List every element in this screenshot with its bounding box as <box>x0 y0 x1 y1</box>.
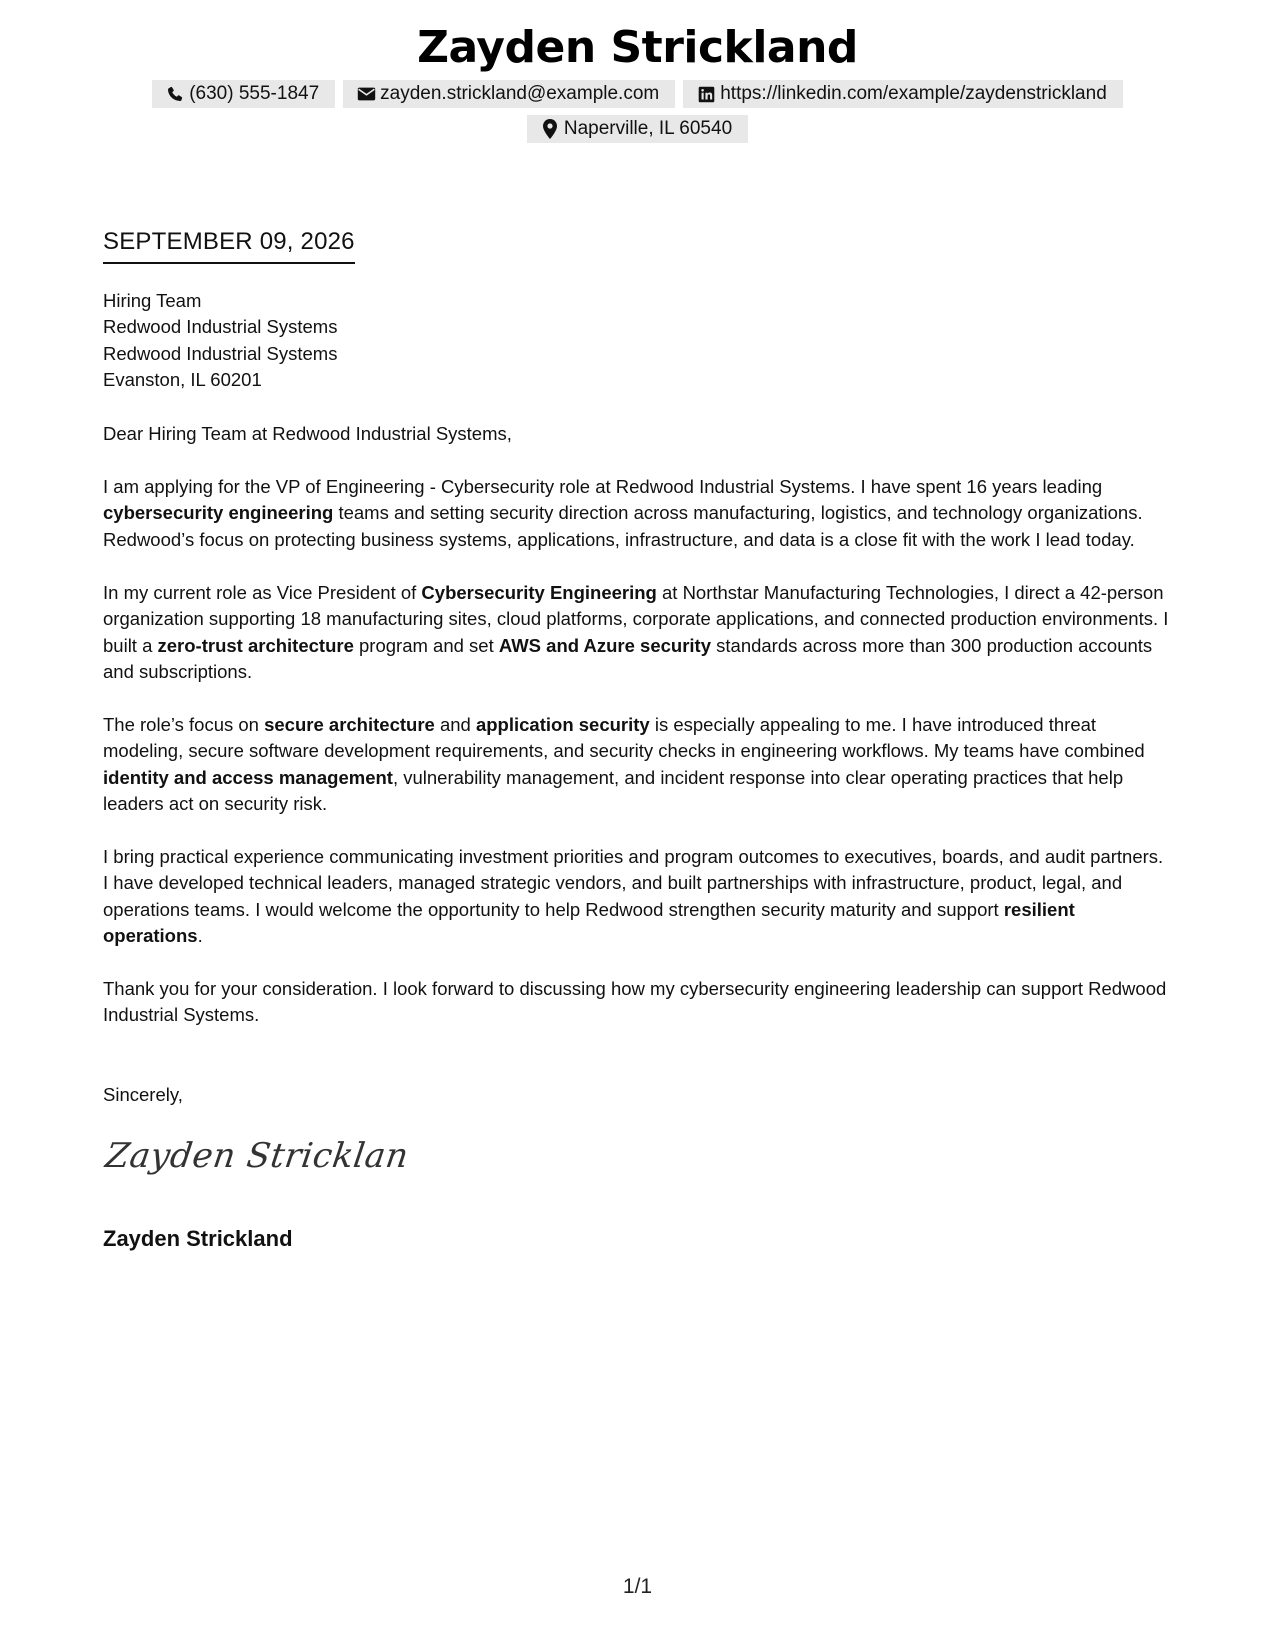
recipient-line: Redwood Industrial Systems <box>103 316 338 338</box>
body-paragraph-3 <box>103 712 1173 818</box>
recipient-address <box>103 288 1173 394</box>
emphasis-text: AWS and Azure security <box>498 634 711 656</box>
emphasis-text: secure architecture <box>264 714 435 735</box>
paragraph-text: I am applying for the VP of Engineering - Cybersecurity role at Redwood Industrial Systems. I have spent 16 years leading <box>103 476 1103 497</box>
linkedin-contact[interactable] <box>683 80 1123 108</box>
letter-date: SEPTEMBER 09, 2026 <box>103 228 355 264</box>
linkedin-icon <box>696 84 716 104</box>
email-contact[interactable] <box>343 80 675 108</box>
body-paragraph-2 <box>103 580 1173 686</box>
paragraph-text: at Northstar Manufacturing Technologies, I direct a 42-person organization supporting 18 manufacturing sites, cloud platforms, corporate applications, and connected production environments. I built a <box>103 582 1169 656</box>
emphasis-text: zero-trust architecture <box>157 634 354 656</box>
emphasis-text: Cybersecurity Engineering <box>421 582 657 603</box>
emphasis-text: cybersecurity engineering <box>103 502 334 524</box>
envelope-icon <box>356 84 376 104</box>
recipient-line: Hiring Team <box>103 290 202 311</box>
email-link[interactable]: zayden.strickland@example.com <box>380 83 660 104</box>
paragraph-text: , vulnerability management, and incident response into clear operating practices that help leaders act on security risk. <box>103 766 1124 815</box>
location-text: Naperville, IL 60540 <box>563 118 733 139</box>
body-paragraph-4 <box>103 844 1173 950</box>
paragraph-text: program and set <box>353 634 499 656</box>
paragraph-text: is especially appealing to me. I have introduced threat modeling, secure software development requirements, and security checks in engineering workflows. My teams have combined <box>103 714 1145 762</box>
paragraph-text: standards across more than 300 production accounts and subscriptions. <box>103 634 1153 683</box>
signer-name: Zayden Strickland <box>103 1226 293 1251</box>
emphasis-text: identity and access management <box>103 766 393 788</box>
paragraph-text: teams and setting security direction across manufacturing, logistics, and technology organizations. Redwood’s focus on protecting business systems, applications, infrastructure, and data is a close fit with the work I lead today. <box>103 502 1143 550</box>
closing-line: Sincerely, <box>103 1084 183 1105</box>
paragraph-text: and <box>434 714 476 735</box>
paragraph-text: I bring practical experience communicating investment priorities and program outcomes to executives, boards, and audit partners. I have developed technical leaders, managed strategic vendors, and built partnerships with infrastructure, product, legal, and operations teams. I would welcome the opportunity to help Redwood strengthen security maturity and support <box>103 846 1164 920</box>
phone-text: (630) 555-1847 <box>189 83 320 104</box>
contact-row-secondary <box>0 115 1275 143</box>
page-number: 1/1 <box>622 1575 653 1598</box>
applicant-name-heading: Zayden Strickland <box>417 22 858 73</box>
recipient-line: Redwood Industrial Systems <box>103 342 338 364</box>
linkedin-link[interactable]: https://linkedin.com/example/zaydenstrickland <box>720 83 1107 104</box>
map-marker-icon <box>540 119 560 139</box>
phone-contact <box>152 80 335 108</box>
paragraph-text: The role’s focus on <box>103 714 265 735</box>
salutation: Dear Hiring Team at Redwood Industrial Systems, <box>103 423 512 444</box>
body-paragraph-5 <box>103 976 1173 1029</box>
recipient-line: Evanston, IL 60201 <box>103 369 262 391</box>
emphasis-text: resilient operations <box>103 898 1075 947</box>
emphasis-text: application security <box>475 714 650 735</box>
body-paragraph-1 <box>103 474 1173 553</box>
paragraph-text: In my current role as Vice President of <box>103 582 422 603</box>
location-contact <box>527 115 748 143</box>
phone-icon <box>165 84 185 104</box>
paragraph-text: Thank you for your consideration. I look forward to discussing how my cybersecurity engineering leadership can support Redwood Industrial Systems. <box>103 978 1167 1026</box>
paragraph-text: . <box>197 925 203 947</box>
handwritten-signature: Zayden Stricklan <box>103 1136 412 1176</box>
contact-row-primary <box>0 80 1275 108</box>
